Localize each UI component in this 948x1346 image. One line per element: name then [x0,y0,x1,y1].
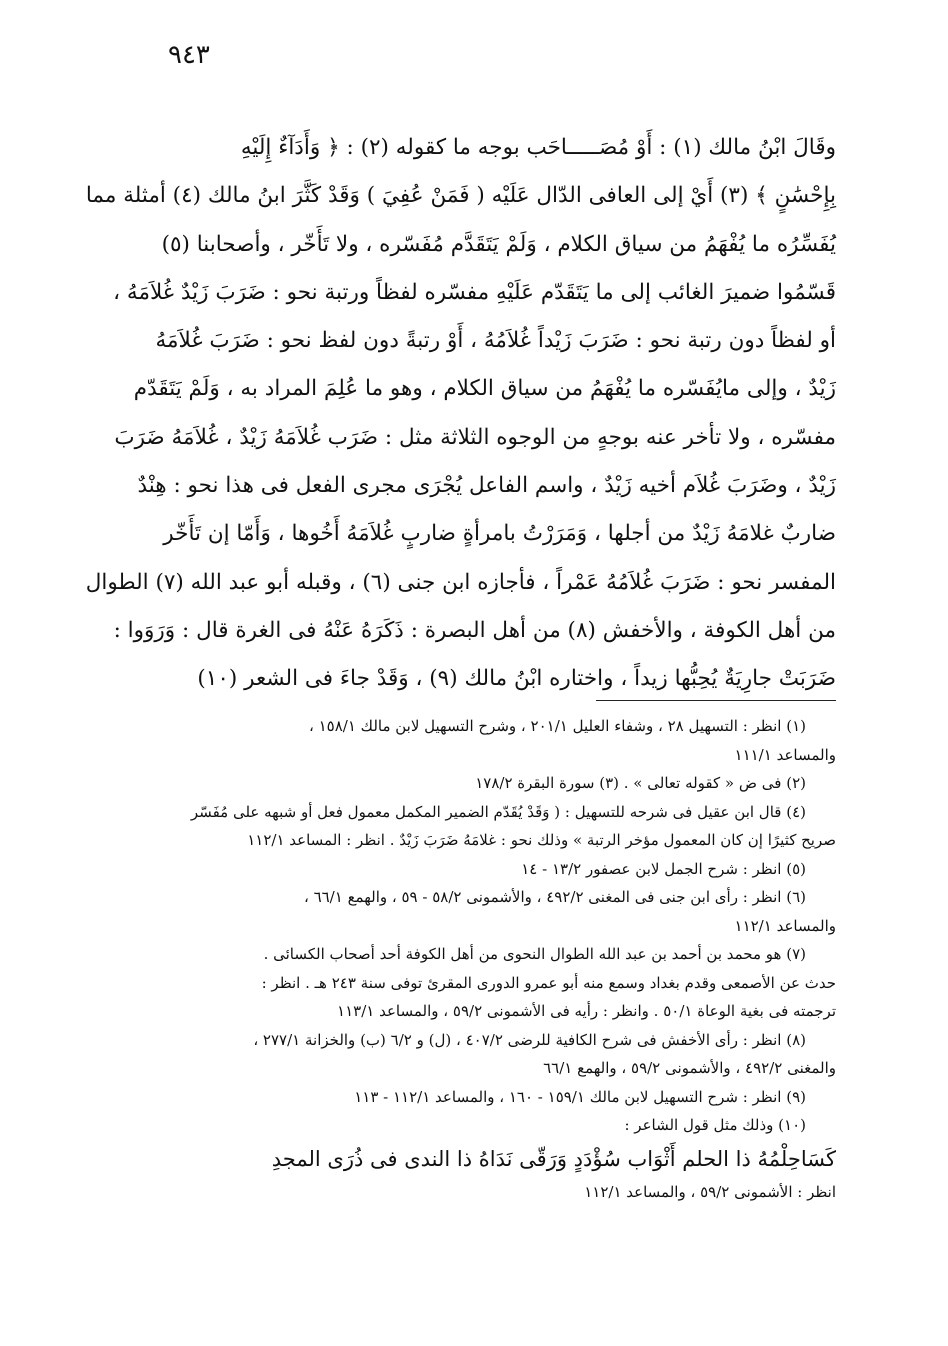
footnote-line: (٩) انظر : شرح التسهيل لابن مالك ١٥٩/١ - ١٦٠ ، والمساعد ١١٢/١ - ١١٣ [354,1087,806,1106]
text-line: مفسّره ، ولا تأخر عنه بوجهٍ من الوجوه الثلاثة مثل : ضَرَب غُلاَمَهُ زَيْدٌ ، غُلاَمَهُ ضَرَبَ [114,424,836,450]
text-line: يُفَسِّرُه ما يُفْهَمُ من سياق الكلام ، وَلَمْ يَتَقَدَّم مُفَسّره ، ولا تَأَخّر ، وأصحابنا (٥) [161,231,836,257]
main-text [85,124,836,704]
text-line: زَيْدٌ ، وضَرَبَ غُلاَم أخيه زَيْدٌ ، واسم الفاعل يُجْرَى مجرى الفعل فى هذا نحو : هِنْدٌ [137,473,836,499]
footnotes [128,712,836,1206]
text-line: بِإِحْسَٰنٍ ﴾ (٣) أَيْ إلى العافى الدّال عَلَيْه ( فَمَنْ عُفِيَ ) وَقَدْ كَثَّرَ ابنُ مالك (٤) أمثلة مما [85,183,836,209]
text-line: ضَرَبَتْ جارِيَةٌ يُحِبُّها زيداً ، واختاره ابْنُ مالك (٩) ، وَقَدْ جاءَ فى الشعر (١٠) [197,666,836,692]
footnote-line: والمساعد ١١٢/١ [734,916,836,935]
footnote-line: انظر : الأشمونى ٥٩/٢ ، والمساعد ١١٢/١ [584,1182,836,1201]
page-number: ٩٤٣ [168,40,210,70]
footnote-line: (٢) فى ض « كقوله تعالى » . (٣) سورة البقرة ١٧٨/٢ [475,774,806,792]
footnote-line: والمغنى ٤٩٢/٢ ، والأشمونى ٥٩/٢ ، والهمع ٦٦/١ [543,1059,836,1077]
footnote-line: (١) انظر : التسهيل ٢٨ ، وشفاء العليل ٢٠١/١ ، وشرح التسهيل لابن مالك ١٥٨/١ ، [309,717,806,735]
poetry-verse: كَسَاحِلْمُهُ ذا الحلم أَثْوَاب سُؤْدَدٍ وَرَقّى نَدَاهُ ذا الندى فى ذُرَى المجدِ [271,1146,836,1171]
footnote-line: (٤) قال ابن عقيل فى شرحه للتسهيل : ( وَقَدْ يُقَدّم الضمير المكمل معمول فعل أو شبهه على مُفَسّر [190,802,806,821]
footnote-line: (٧) هو محمد بن أحمد بن عبد الله الطوال النحوى من أهل الكوفة أحد أصحاب الكسائى . [263,945,806,963]
footnote-line: (٥) انظر : شرح الجمل لابن عصفور ١٣/٢ - ١٤ [521,859,806,878]
footnote-line: صريح كثيرًا إن كان المعمول مؤخر الرتبة » وذلك نحو : غلامَهُ ضَرَبَ زَيْدٌ . انظر : المساعد ١١٢/١ [247,831,836,849]
text-line: من أهل الكوفة ، والأخفش (٨) من أهل البصرة : ذَكَرَهُ عَنْهُ فى الغرة قال : وَرَوَوا : [113,617,836,643]
footnote-line: (٦) انظر : رأى ابن جنى فى المغنى ٤٩٢/٢ ، والأشمونى ٥٨/٢ - ٥٩ ، والهمع ٦٦/١ ، [303,888,806,906]
footnote-line: (١٠) وذلك مثل قول الشاعر : [624,1116,806,1134]
footnote-line: حدث عن الأصمعى وقدم بغداد وسمع منه أبو عمرو الدورى المقرئ توفى سنة ٢٤٣ هـ . انظر : [261,973,836,992]
text-line: أو لفظاً دون رتبة نحو : ضَرَبَ زَيْداً غُلاَمُهُ ، أَوْ رتبةً دون لفظ نحو : ضَرَبَ غُلاَمَهُ [155,328,836,354]
footnote-line: (٨) انظر : رأى الأخفش فى شرح الكافية للرضى ٤٠٧/٢ ، (ل) و ٦/٢ (ب) والخزانة ٢٧٧/١ ، [253,1030,806,1049]
footnote-separator [596,700,836,701]
text-line: المفسر نحو : ضَرَبَ غُلاَمُهُ عَمْراً ، فأجازه ابن جنى (٦) ، وقبله أبو عبد الله (٧) الطوال [85,569,836,595]
text-line: قَسّمُوا ضميرَ الغائب إلى ما يَتَقَدّم عَلَيْهِ مفسّره لفظاً ورتبة نحو : ضَرَبَ زَيْدٌ غُلاَمَهُ ، [113,279,836,305]
footnote-line: والمساعد ١١١/١ [734,745,836,764]
text-line: ضاربٌ غلامَهُ زَيْدٌ من أجلها ، وَمَرَرْتُ بامرأةٍ ضاربٍ غُلاَمَهُ أَخُوها ، وَأَمّا إن تَأَخّر [163,521,836,547]
footnote-line: ترجمته فى بغية الوعاة ٥٠/١ . وانظر : رأيه فى الأشمونى ٥٩/٢ ، والمساعد ١١٣/١ [337,1002,836,1020]
text-line: زَيْدٌ ، وإلى مايُفَسّره ما يُفْهَمُ من سياق الكلام ، وهو ما عُلِمَ المراد به ، وَلَمْ يَتَقَدّم [133,376,836,402]
text-line: وقَالَ ابْنُ مالك (١) : أَوْ مُصَـــــاحَب بوجه ما كقوله (٢) : ﴿ وَأَدَآءٌ إِلَيْهِ [240,135,836,160]
